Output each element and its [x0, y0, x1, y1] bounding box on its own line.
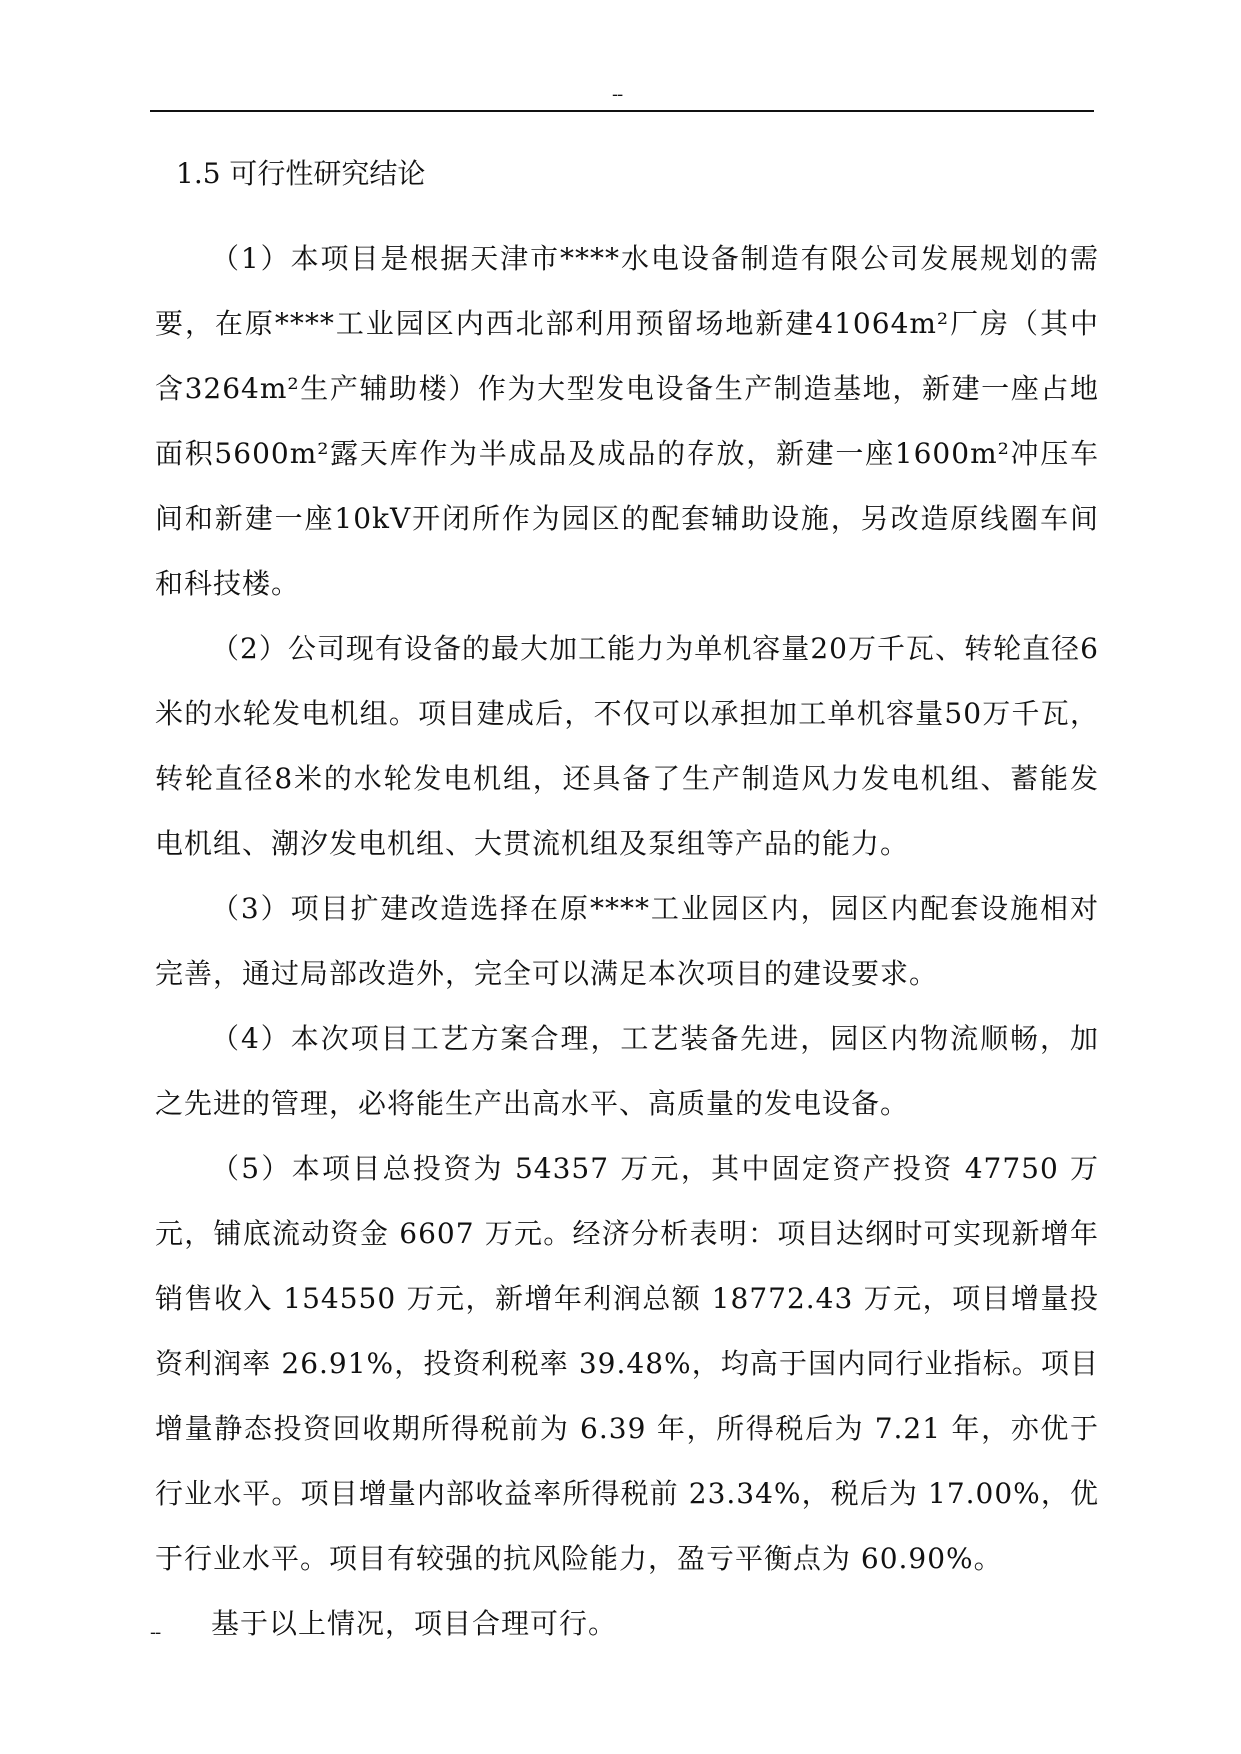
body-text — [155, 226, 1099, 1656]
paragraph-4: （4）本次项目工艺方案合理，工艺装备先进，园区内物流顺畅，加之先进的管理，必将能生产出高水平、高质量的发电设备。 — [155, 1022, 1099, 1120]
paragraph-3: （3）项目扩建改造选择在原****工业园区内，园区内配套设施相对完善，通过局部改造外，完全可以满足本次项目的建设要求。 — [155, 892, 1099, 990]
header-rule — [150, 110, 1094, 112]
footer-mark: -- — [150, 1622, 161, 1643]
conclusion-paragraph: 基于以上情况，项目合理可行。 — [211, 1607, 618, 1640]
paragraph-5: （5）本项目总投资为 54357 万元，其中固定资产投资 47750 万元，铺底流动资金 6607 万元。经济分析表明：项目达纲时可实现新增年销售收入 154550 万元，新增年利润总额 18772.43 万元，项目增量投资利润率 26.91%，投资利税率 39.48%，均高于国内同行业指标。项目增量静态投资回收期所得税前为 6.39 年，所得税后为 7.21 年，亦优于行业水平。项目增量内部收益率所得税前 23.34%，税后为 17.00%，优于行业水平。项目有较强的抗风险能力，盈亏平衡点为 60.90%。 — [155, 1152, 1099, 1575]
section-title: 1.5 可行性研究结论 — [176, 157, 426, 190]
header-mark: -- — [612, 84, 623, 105]
paragraph-1: （1）本项目是根据天津市****水电设备制造有限公司发展规划的需要，在原****工业园区内西北部利用预留场地新建41064m²厂房（其中含3264m²生产辅助楼）作为大型发电设备生产制造基地，新建一座占地面积5600m²露天库作为半成品及成品的存放，新建一座1600m²冲压车间和新建一座10kV开闭所作为园区的配套辅助设施，另改造原线圈车间和科技楼。 — [155, 242, 1099, 600]
paragraph-2: （2）公司现有设备的最大加工能力为单机容量20万千瓦、转轮直径6米的水轮发电机组。项目建成后，不仅可以承担加工单机容量50万千瓦，转轮直径8米的水轮发电机组，还具备了生产制造风力发电机组、蓄能发电机组、潮汐发电机组、大贯流机组及泵组等产品的能力。 — [155, 632, 1099, 860]
